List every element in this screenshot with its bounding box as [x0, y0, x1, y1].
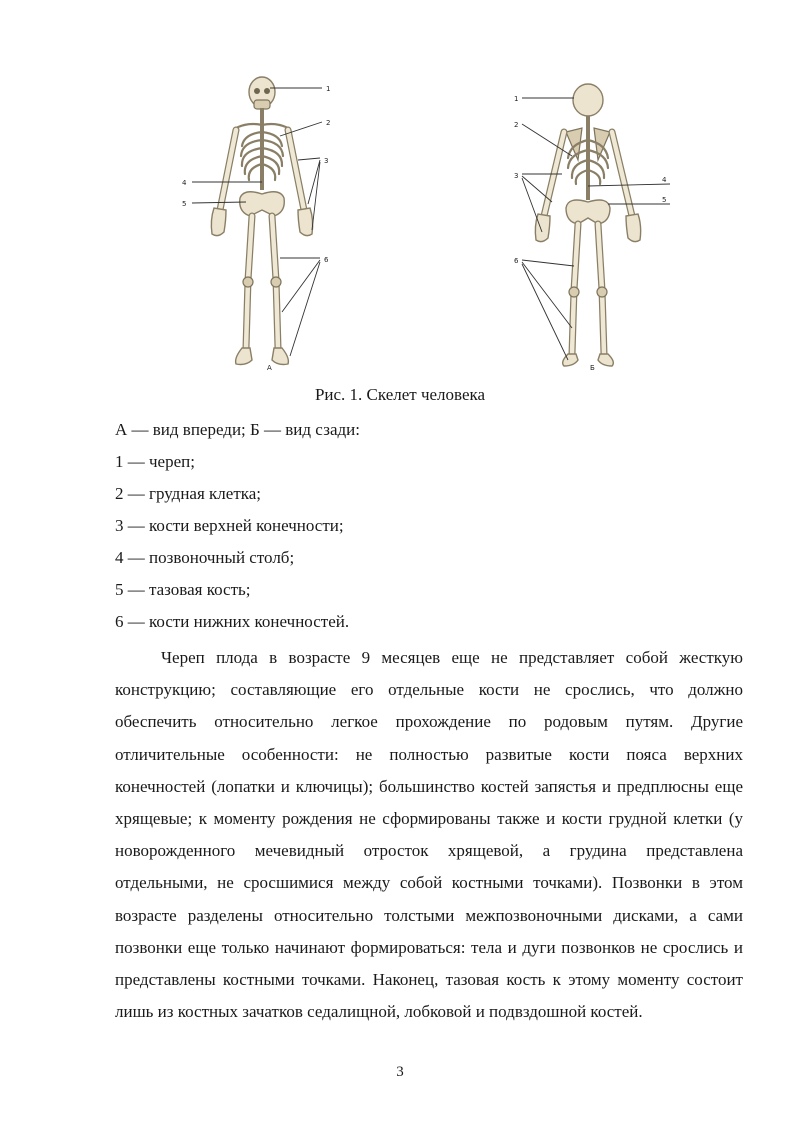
paragraph: Череп плода в возрасте 9 месяцев еще не представляет собой жесткую конструкцию; составляющие его отдельные кости не срослись, что должно обеспечить относительно легкое прохождение по родовым путям. Другие отличительные особенности: не полностью развитые кости пояса верхних конечностей (лопатки и ключицы); большинство костей запястья и предплюсны еще хрящевые; к моменту рождения не сформированы также и кости грудной клетки (у новорожденного мечевидный отросток хрящевой, а грудина представлена отдельными, не сросшимися между собой костными точками). Позвонки в этом возрасте разделены относительно толстыми межпозвоночными дисками, а сами позвонки еще только начинают формироваться: тела и дуги позвонков не срослись и представлены костными точками. Наконец, тазовая кость к этому моменту состоит лишь из костных зачатков седалищной, лобковой и подвздошной костей. [115, 648, 743, 1022]
legend-item: 5 — тазовая кость; [115, 580, 251, 599]
legend-item: 3 — кости верхней конечности; [115, 516, 344, 535]
back-label-4: 4 [662, 176, 667, 184]
panel-a-letter: А [267, 364, 272, 372]
back-label-1: 1 [514, 95, 519, 103]
front-label-6: 6 [324, 256, 329, 264]
legend-item: 2 — грудная клетка; [115, 484, 262, 503]
back-label-2: 2 [514, 121, 519, 129]
front-label-4: 4 [182, 179, 187, 187]
figure-caption: Рис. 1. Скелет человека [314, 385, 486, 404]
front-label-2: 2 [326, 119, 331, 127]
back-label-6: 6 [514, 257, 519, 265]
figure-legend [115, 414, 745, 638]
front-label-5: 5 [182, 200, 187, 208]
legend-item: 4 — позвоночный столб; [115, 548, 295, 567]
front-label-1: 1 [326, 85, 331, 93]
legend-item: 1 — череп; [115, 452, 195, 471]
skeleton-figure [170, 70, 670, 375]
back-label-5: 5 [662, 196, 667, 204]
page-number: 3 [396, 1064, 404, 1080]
front-label-3: 3 [324, 157, 329, 165]
back-label-3: 3 [514, 172, 519, 180]
legend-item: 6 — кости нижних конечностей. [115, 612, 350, 631]
skeleton-back-view [514, 84, 670, 372]
skeleton-front-view [182, 77, 330, 372]
legend-item: А — вид впереди; Б — вид сзади: [115, 420, 360, 439]
body-text [115, 642, 743, 1028]
panel-b-letter: Б [590, 364, 595, 372]
